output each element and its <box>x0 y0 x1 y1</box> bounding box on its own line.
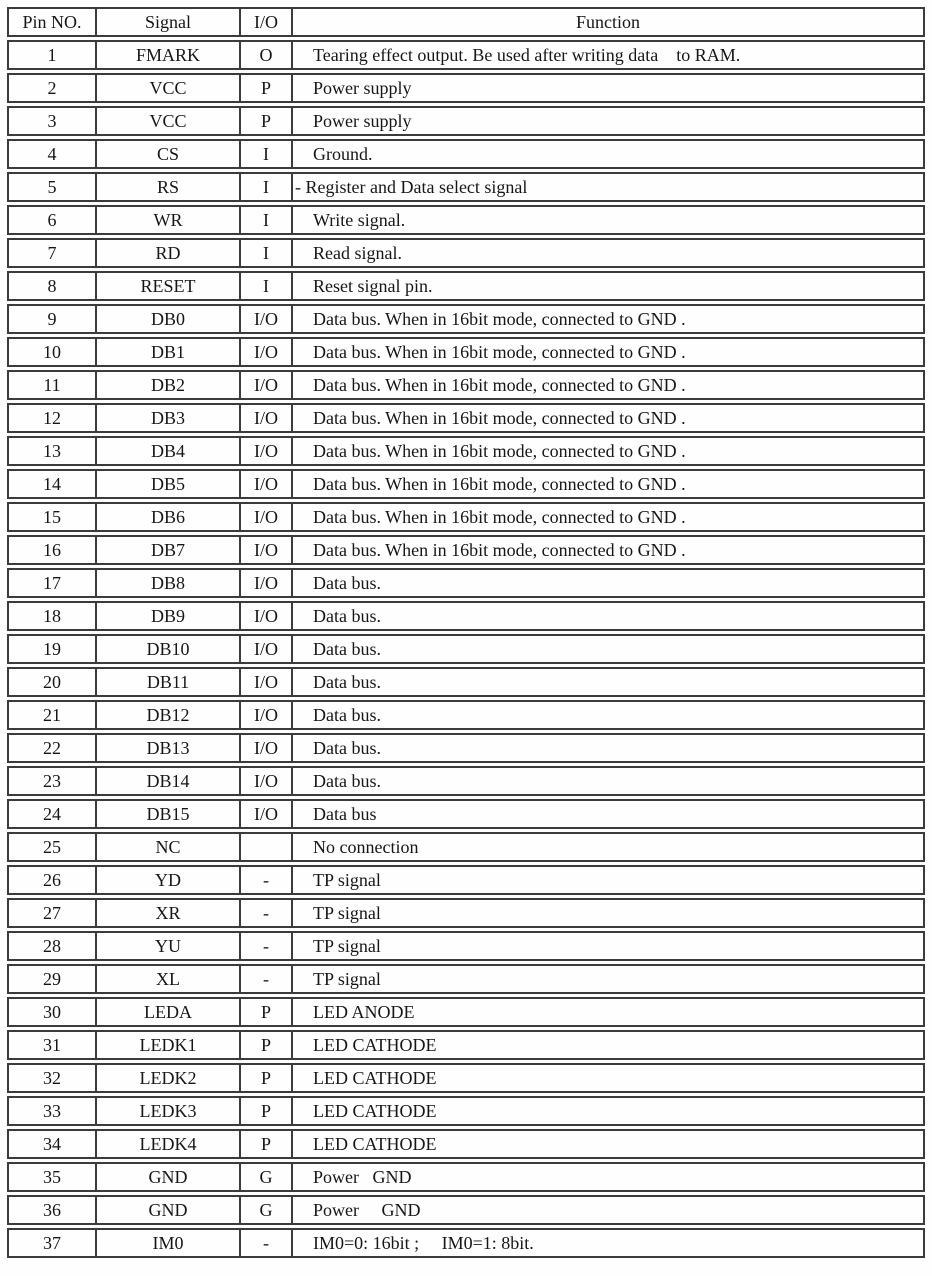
table-row <box>7 700 925 730</box>
io-cell: I/O <box>241 370 293 400</box>
table-row <box>7 601 925 631</box>
table-row <box>7 1195 925 1225</box>
pin-number-cell: 26 <box>7 865 97 895</box>
signal-cell: DB13 <box>97 733 241 763</box>
signal-cell: DB11 <box>97 667 241 697</box>
table-row <box>7 799 925 829</box>
io-cell: - <box>241 931 293 961</box>
table-row <box>7 271 925 301</box>
table-row <box>7 337 925 367</box>
signal-cell: GND <box>97 1162 241 1192</box>
signal-cell: WR <box>97 205 241 235</box>
function-cell: Data bus. <box>293 568 925 598</box>
function-cell: Data bus. When in 16bit mode, connected to GND . <box>293 304 925 334</box>
table-row <box>7 898 925 928</box>
signal-cell: RESET <box>97 271 241 301</box>
table-row <box>7 964 925 994</box>
function-cell: Power supply <box>293 73 925 103</box>
pin-number-cell: 32 <box>7 1063 97 1093</box>
function-cell: Data bus. When in 16bit mode, connected to GND . <box>293 469 925 499</box>
io-cell: I/O <box>241 766 293 796</box>
function-cell: Data bus <box>293 799 925 829</box>
pin-number-cell: 11 <box>7 370 97 400</box>
table-row <box>7 238 925 268</box>
pin-number-cell: 31 <box>7 1030 97 1060</box>
io-cell: I/O <box>241 403 293 433</box>
table-row <box>7 1096 925 1126</box>
table-row <box>7 667 925 697</box>
table-row <box>7 931 925 961</box>
function-cell: No connection <box>293 832 925 862</box>
pin-number-cell: 9 <box>7 304 97 334</box>
pin-number-cell: 19 <box>7 634 97 664</box>
function-cell: LED CATHODE <box>293 1096 925 1126</box>
table-row <box>7 568 925 598</box>
table-row <box>7 73 925 103</box>
table-row <box>7 766 925 796</box>
io-cell: P <box>241 1030 293 1060</box>
io-cell: I/O <box>241 601 293 631</box>
pin-number-cell: 28 <box>7 931 97 961</box>
table-row <box>7 436 925 466</box>
io-cell: I/O <box>241 700 293 730</box>
function-cell: Data bus. When in 16bit mode, connected to GND . <box>293 502 925 532</box>
function-cell: Data bus. <box>293 601 925 631</box>
pin-number-cell: 3 <box>7 106 97 136</box>
signal-cell: LEDK3 <box>97 1096 241 1126</box>
pin-table-body <box>7 40 925 1258</box>
table-row <box>7 865 925 895</box>
signal-cell: LEDA <box>97 997 241 1027</box>
signal-cell: VCC <box>97 106 241 136</box>
signal-cell: RS <box>97 172 241 202</box>
table-row <box>7 997 925 1027</box>
pin-number-cell: 2 <box>7 73 97 103</box>
io-cell: G <box>241 1195 293 1225</box>
table-header <box>7 7 925 37</box>
function-cell: LED ANODE <box>293 997 925 1027</box>
signal-cell: GND <box>97 1195 241 1225</box>
column-header-signal: Signal <box>97 7 241 37</box>
pin-number-cell: 37 <box>7 1228 97 1258</box>
pin-number-cell: 25 <box>7 832 97 862</box>
signal-cell: RD <box>97 238 241 268</box>
function-cell: - Register and Data select signal <box>293 172 925 202</box>
table-row <box>7 40 925 70</box>
pin-number-cell: 12 <box>7 403 97 433</box>
table-row <box>7 1129 925 1159</box>
function-cell: LED CATHODE <box>293 1063 925 1093</box>
signal-cell: FMARK <box>97 40 241 70</box>
function-cell: Power GND <box>293 1195 925 1225</box>
pin-number-cell: 22 <box>7 733 97 763</box>
io-cell: - <box>241 964 293 994</box>
io-cell: - <box>241 865 293 895</box>
table-row <box>7 1228 925 1258</box>
pin-number-cell: 14 <box>7 469 97 499</box>
io-cell: I/O <box>241 436 293 466</box>
io-cell: P <box>241 1063 293 1093</box>
io-cell: I <box>241 139 293 169</box>
signal-cell: DB4 <box>97 436 241 466</box>
function-cell: Data bus. When in 16bit mode, connected to GND . <box>293 535 925 565</box>
io-cell: P <box>241 106 293 136</box>
signal-cell: YU <box>97 931 241 961</box>
pin-number-cell: 30 <box>7 997 97 1027</box>
signal-cell: DB7 <box>97 535 241 565</box>
table-row <box>7 634 925 664</box>
signal-cell: XL <box>97 964 241 994</box>
function-cell: Data bus. When in 16bit mode, connected to GND . <box>293 337 925 367</box>
table-row <box>7 469 925 499</box>
pin-number-cell: 24 <box>7 799 97 829</box>
function-cell: Data bus. <box>293 700 925 730</box>
pin-number-cell: 34 <box>7 1129 97 1159</box>
signal-cell: XR <box>97 898 241 928</box>
function-cell: Tearing effect output. Be used after writing data to RAM. <box>293 40 925 70</box>
signal-cell: CS <box>97 139 241 169</box>
signal-cell: DB3 <box>97 403 241 433</box>
pin-number-cell: 36 <box>7 1195 97 1225</box>
function-cell: Data bus. <box>293 766 925 796</box>
io-cell: P <box>241 997 293 1027</box>
function-cell: LED CATHODE <box>293 1030 925 1060</box>
io-cell: I/O <box>241 634 293 664</box>
function-cell: Data bus. When in 16bit mode, connected to GND . <box>293 370 925 400</box>
signal-cell: NC <box>97 832 241 862</box>
io-cell: I <box>241 205 293 235</box>
io-cell: G <box>241 1162 293 1192</box>
table-row <box>7 304 925 334</box>
io-cell: - <box>241 898 293 928</box>
table-row <box>7 535 925 565</box>
table-row <box>7 139 925 169</box>
pin-number-cell: 10 <box>7 337 97 367</box>
pin-number-cell: 1 <box>7 40 97 70</box>
function-cell: Data bus. <box>293 733 925 763</box>
pin-number-cell: 17 <box>7 568 97 598</box>
table-row <box>7 172 925 202</box>
function-cell: Power supply <box>293 106 925 136</box>
io-cell: P <box>241 73 293 103</box>
function-cell: Data bus. When in 16bit mode, connected to GND . <box>293 403 925 433</box>
signal-cell: DB1 <box>97 337 241 367</box>
function-cell: TP signal <box>293 964 925 994</box>
io-cell: P <box>241 1096 293 1126</box>
signal-cell: YD <box>97 865 241 895</box>
io-cell <box>241 832 293 862</box>
header-row <box>7 7 925 37</box>
function-cell: IM0=0: 16bit ; IM0=1: 8bit. <box>293 1228 925 1258</box>
column-header-function: Function <box>293 7 925 37</box>
table-row <box>7 106 925 136</box>
io-cell: I/O <box>241 535 293 565</box>
signal-cell: VCC <box>97 73 241 103</box>
function-cell: Data bus. When in 16bit mode, connected to GND . <box>293 436 925 466</box>
io-cell: I/O <box>241 667 293 697</box>
table-row <box>7 1030 925 1060</box>
pin-number-cell: 33 <box>7 1096 97 1126</box>
function-cell: TP signal <box>293 865 925 895</box>
pin-number-cell: 15 <box>7 502 97 532</box>
io-cell: I <box>241 172 293 202</box>
function-cell: TP signal <box>293 931 925 961</box>
io-cell: I/O <box>241 469 293 499</box>
signal-cell: DB14 <box>97 766 241 796</box>
table-row <box>7 370 925 400</box>
signal-cell: DB8 <box>97 568 241 598</box>
io-cell: I/O <box>241 568 293 598</box>
io-cell: I/O <box>241 733 293 763</box>
io-cell: O <box>241 40 293 70</box>
table-row <box>7 403 925 433</box>
io-cell: I/O <box>241 502 293 532</box>
signal-cell: DB10 <box>97 634 241 664</box>
io-cell: I/O <box>241 337 293 367</box>
signal-cell: DB5 <box>97 469 241 499</box>
column-header-io: I/O <box>241 7 293 37</box>
signal-cell: DB9 <box>97 601 241 631</box>
pin-number-cell: 13 <box>7 436 97 466</box>
table-row <box>7 733 925 763</box>
io-cell: I/O <box>241 799 293 829</box>
io-cell: I <box>241 238 293 268</box>
function-cell: Data bus. <box>293 634 925 664</box>
io-cell: I <box>241 271 293 301</box>
pin-number-cell: 27 <box>7 898 97 928</box>
table-row <box>7 502 925 532</box>
function-cell: Data bus. <box>293 667 925 697</box>
pin-number-cell: 35 <box>7 1162 97 1192</box>
table-row <box>7 1063 925 1093</box>
table-row <box>7 832 925 862</box>
signal-cell: DB6 <box>97 502 241 532</box>
pin-number-cell: 7 <box>7 238 97 268</box>
pin-number-cell: 21 <box>7 700 97 730</box>
pin-number-cell: 5 <box>7 172 97 202</box>
pin-number-cell: 4 <box>7 139 97 169</box>
pin-description-table <box>7 4 925 1261</box>
io-cell: I/O <box>241 304 293 334</box>
function-cell: Write signal. <box>293 205 925 235</box>
signal-cell: LEDK4 <box>97 1129 241 1159</box>
signal-cell: DB0 <box>97 304 241 334</box>
signal-cell: LEDK1 <box>97 1030 241 1060</box>
function-cell: Reset signal pin. <box>293 271 925 301</box>
function-cell: Read signal. <box>293 238 925 268</box>
pin-number-cell: 18 <box>7 601 97 631</box>
signal-cell: DB2 <box>97 370 241 400</box>
pin-number-cell: 16 <box>7 535 97 565</box>
pin-number-cell: 23 <box>7 766 97 796</box>
signal-cell: LEDK2 <box>97 1063 241 1093</box>
function-cell: LED CATHODE <box>293 1129 925 1159</box>
io-cell: P <box>241 1129 293 1159</box>
pin-number-cell: 29 <box>7 964 97 994</box>
signal-cell: DB15 <box>97 799 241 829</box>
pin-number-cell: 20 <box>7 667 97 697</box>
function-cell: Ground. <box>293 139 925 169</box>
pin-number-cell: 6 <box>7 205 97 235</box>
signal-cell: IM0 <box>97 1228 241 1258</box>
pin-number-cell: 8 <box>7 271 97 301</box>
table-row <box>7 205 925 235</box>
function-cell: Power GND <box>293 1162 925 1192</box>
signal-cell: DB12 <box>97 700 241 730</box>
io-cell: - <box>241 1228 293 1258</box>
column-header-pin-no: Pin NO. <box>7 7 97 37</box>
function-cell: TP signal <box>293 898 925 928</box>
table-row <box>7 1162 925 1192</box>
